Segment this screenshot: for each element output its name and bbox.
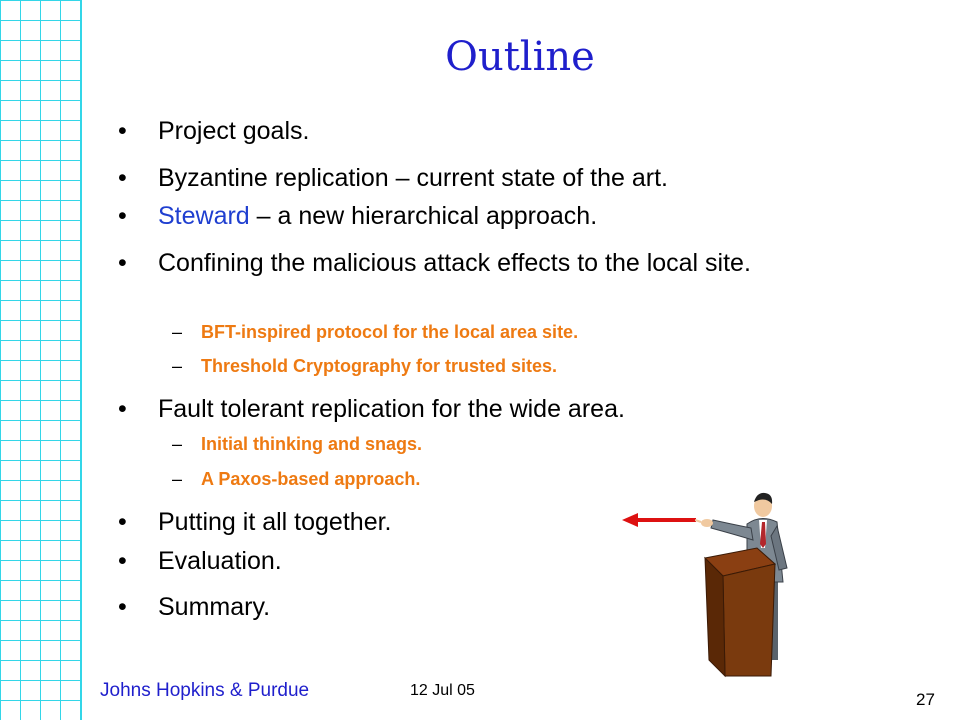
steward-highlight: Steward [158, 202, 250, 230]
bullet-marker: • [118, 508, 127, 536]
subitem-text: A Paxos-based approach. [201, 469, 421, 489]
dash-marker: – [172, 469, 183, 489]
left-grid-decoration [0, 0, 80, 720]
red-arrow-icon [620, 508, 700, 532]
slide-title: Outline [445, 34, 595, 80]
bullet-text: Summary. [158, 593, 271, 621]
bullet-item-byzantine-replication [118, 163, 838, 194]
bullet-text: Putting it all together. [158, 508, 392, 536]
subitem-threshold-crypto [172, 354, 812, 378]
page-number: 27 [916, 690, 935, 709]
bullet-marker: • [118, 117, 127, 145]
bullet-item-steward [118, 201, 838, 232]
subitem-initial-thinking [172, 432, 812, 456]
dash-marker: – [172, 322, 183, 342]
dash-marker: – [172, 434, 183, 454]
bullet-marker: • [118, 547, 127, 575]
subitem-text: Threshold Cryptography for trusted sites. [201, 356, 558, 376]
subitem-text: Initial thinking and snags. [201, 434, 423, 454]
bullet-marker: • [118, 395, 127, 423]
bullet-text: Fault tolerant replication for the wide area. [158, 395, 625, 423]
subitem-text: BFT-inspired protocol for the local area site. [201, 322, 579, 342]
bullet-item-project-goals [118, 116, 838, 147]
footer-date: 12 Jul 05 [410, 682, 475, 699]
subitem-bft-protocol [172, 320, 812, 344]
bullet-text-rest: – a new hierarchical approach. [249, 202, 598, 230]
bullet-item-fault-tolerant [118, 394, 838, 425]
bullet-item-confining-attacks [118, 248, 838, 279]
grid-edge-line [80, 0, 82, 720]
bullet-marker: • [118, 593, 127, 621]
bullet-text: Project goals. [158, 117, 310, 145]
bullet-text [158, 201, 838, 232]
footer-organization: Johns Hopkins & Purdue [100, 680, 310, 701]
dash-marker: – [172, 356, 183, 376]
bullet-text: Byzantine replication – current state of the art. [158, 164, 668, 192]
presenter-at-podium-icon [695, 490, 795, 680]
bullet-marker: • [118, 164, 127, 192]
bullet-text: Confining the malicious attack effects to the local site. [158, 249, 751, 277]
bullet-marker: • [118, 249, 127, 277]
subitem-paxos [172, 467, 812, 491]
bullet-text: Evaluation. [158, 547, 282, 575]
bullet-marker: • [118, 202, 127, 230]
